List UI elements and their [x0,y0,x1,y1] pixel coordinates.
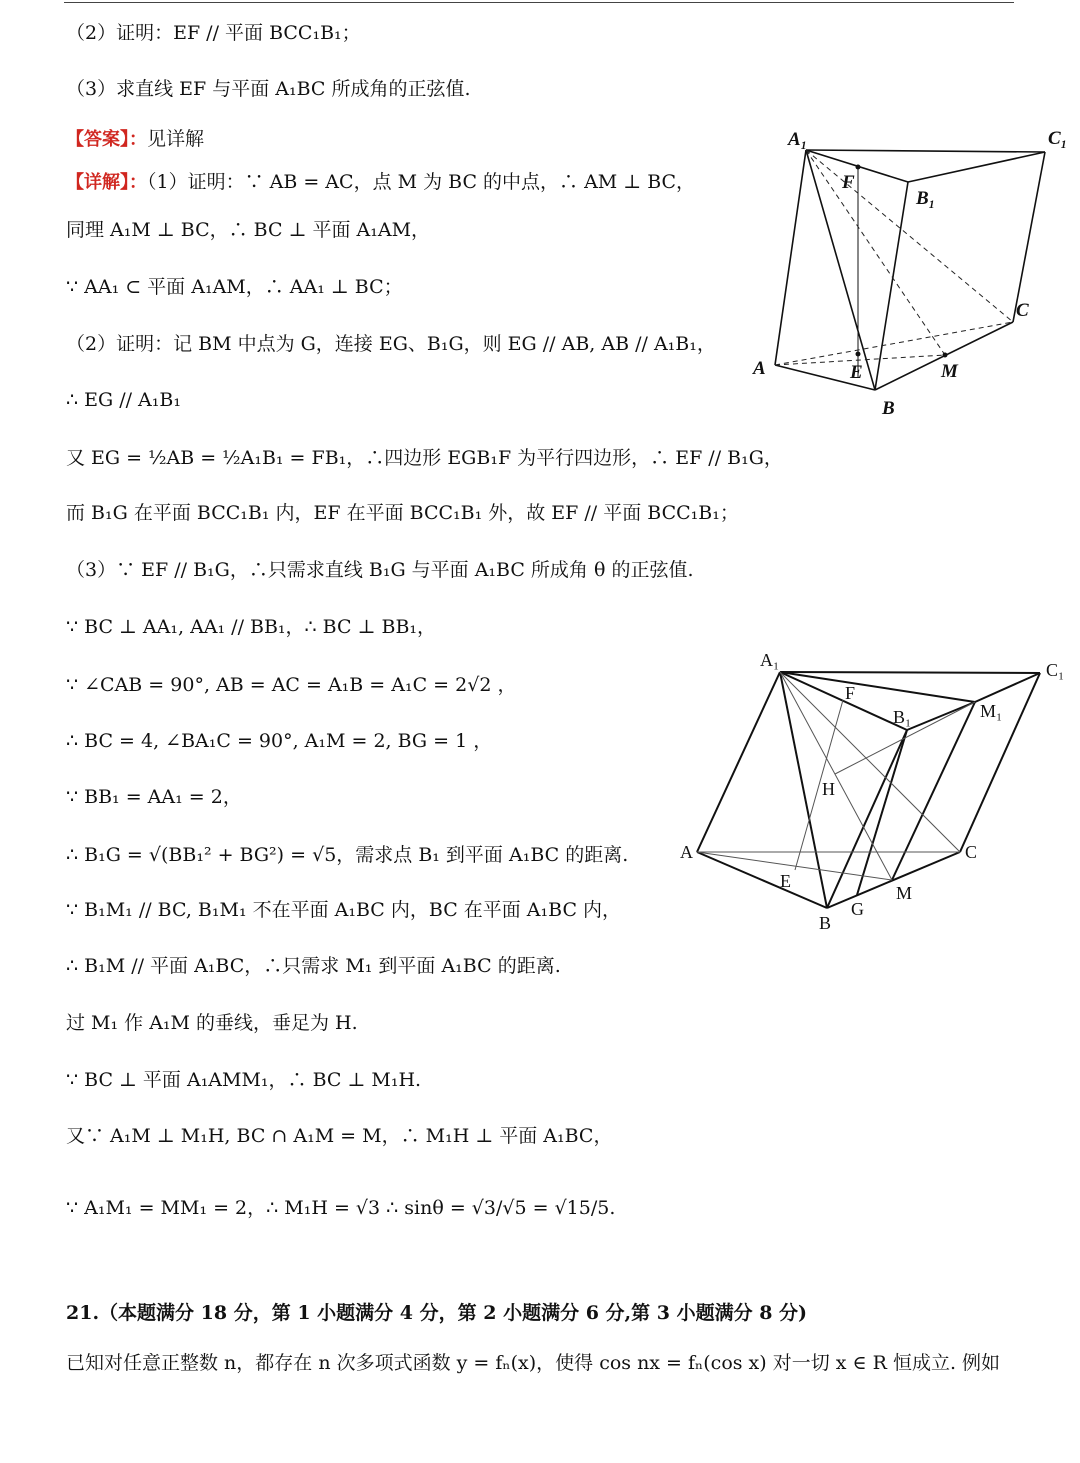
solution-line: ∵ ∠CAB = 90°, AB = AC = A₁B = A₁C = 2√2 ， [66,674,517,696]
label-g: G [851,899,864,919]
label-c: C [965,842,978,862]
label-m1: M₁ [980,701,1003,721]
label-m: M [941,361,958,382]
solution-line: 又∵ A₁M ⊥ M₁H, BC ∩ A₁M = M，∴ M₁H ⊥ 平面 A₁BC， [66,1125,613,1147]
edge-b1-g [857,730,907,895]
edge-a1-m1 [780,672,975,702]
label-e: E [780,871,791,891]
label-a: A [753,358,766,379]
solution-line: （3）∵ EF // B₁G，∴只需求直线 B₁G 与平面 A₁BC 所成角 θ 的正弦值. [66,559,694,581]
label-f: F [842,172,855,193]
edge-a1-a [697,672,780,852]
solution-line: 而 B₁G 在平面 BCC₁B₁ 内，EF 在平面 BCC₁B₁ 外，故 EF // 平面 BCC₁B₁； [66,502,739,524]
solution-line: 过 M₁ 作 A₁M 的垂线，垂足为 H. [66,1012,358,1034]
solution-line: ∵ BC ⊥ 平面 A₁AMM₁，∴ BC ⊥ M₁H. [66,1069,422,1091]
label-e: E [850,362,863,383]
question-2: （2）证明：EF // 平面 BCC₁B₁； [66,22,361,44]
label-c: C [1016,300,1029,321]
detail-text: （1）证明：∵ AB = AC，点 M 为 BC 的中点，∴ AM ⊥ BC， [147,171,696,193]
solution-line: ∴ B₁G = √(BB₁² + BG²) = √5，需求点 B₁ 到平面 A₁BC 的距离. [66,844,629,866]
solution-line: 又 EG = ½AB = ½A₁B₁ = FB₁，∴四边形 EGB₁F 为平行四边形，∴ EF // B₁G， [66,447,783,469]
answer-text: 见详解 [147,128,205,150]
detail-tag: 【详解】： [66,172,147,193]
label-m: M [896,883,913,903]
label-a: A [680,842,693,862]
solution-line: ∴ EG // A₁B₁ [66,389,181,411]
solution-line: 同理 A₁M ⊥ BC，∴ BC ⊥ 平面 A₁AM， [66,219,431,241]
edge-a-b [697,852,827,908]
label-c1: C₁ [1046,660,1065,680]
label-a1: A₁ [760,650,780,670]
question-21-header: 21.（本题满分 18 分，第 1 小题满分 4 分，第 2 小题满分 6 分,第 3 小题满分 8 分) [66,1302,808,1324]
solution-line: （2）证明：记 BM 中点为 G，连接 EG、B₁G，则 EG // AB, AB // A₁B₁， [66,333,716,355]
question-21-text: 已知对任意正整数 n，都存在 n 次多项式函数 y = fₙ(x)，使得 cos nx = fₙ(cos x) 对一切 x ∈ R 恒成立. 例如 [66,1352,1001,1374]
answer-tag: 【答案】： [66,129,147,150]
solution-line: ∵ BC ⊥ AA₁, AA₁ // BB₁，∴ BC ⊥ BB₁， [66,616,437,638]
label-f: F [845,683,856,703]
line-a-m [697,852,892,880]
label-b1: B₁ [893,707,912,727]
label-c1: C₁ [1048,128,1068,149]
solution-line: ∴ BC = 4, ∠BA₁C = 90°, A₁M = 2, BG = 1 ， [66,730,493,752]
line-a1-c [780,672,960,852]
line-a1-m [780,672,892,880]
label-b: B [882,398,895,419]
label-b: B [819,913,832,933]
solution-line: ∴ B₁M // 平面 A₁BC，∴只需求 M₁ 到平面 A₁BC 的距离. [66,955,561,977]
edge-a1-c1 [780,672,1040,673]
edge-b1-b [827,730,907,908]
solution-line: ∵ AA₁ ⊂ 平面 A₁AM，∴ AA₁ ⊥ BC； [66,276,403,298]
edge-m1-c1 [975,673,1040,702]
question-3: （3）求直线 EF 与平面 A₁BC 所成角的正弦值. [66,78,471,100]
label-b1: B₁ [916,188,936,209]
solution-line: ∵ B₁M₁ // BC, B₁M₁ 不在平面 A₁BC 内，BC 在平面 A₁BC 内， [66,899,622,921]
edge-a1-b1 [780,672,907,730]
label-a1: A₁ [788,129,808,150]
edge-c1-c [960,673,1040,852]
label-h: H [822,779,835,799]
solution-line: ∵ A₁M₁ = MM₁ = 2，∴ M₁H = √3 ∴ sinθ = √3/√5 = √15/5. [66,1197,616,1219]
edge-b-c [827,852,960,908]
solution-line: ∵ BB₁ = AA₁ = 2， [66,786,242,808]
